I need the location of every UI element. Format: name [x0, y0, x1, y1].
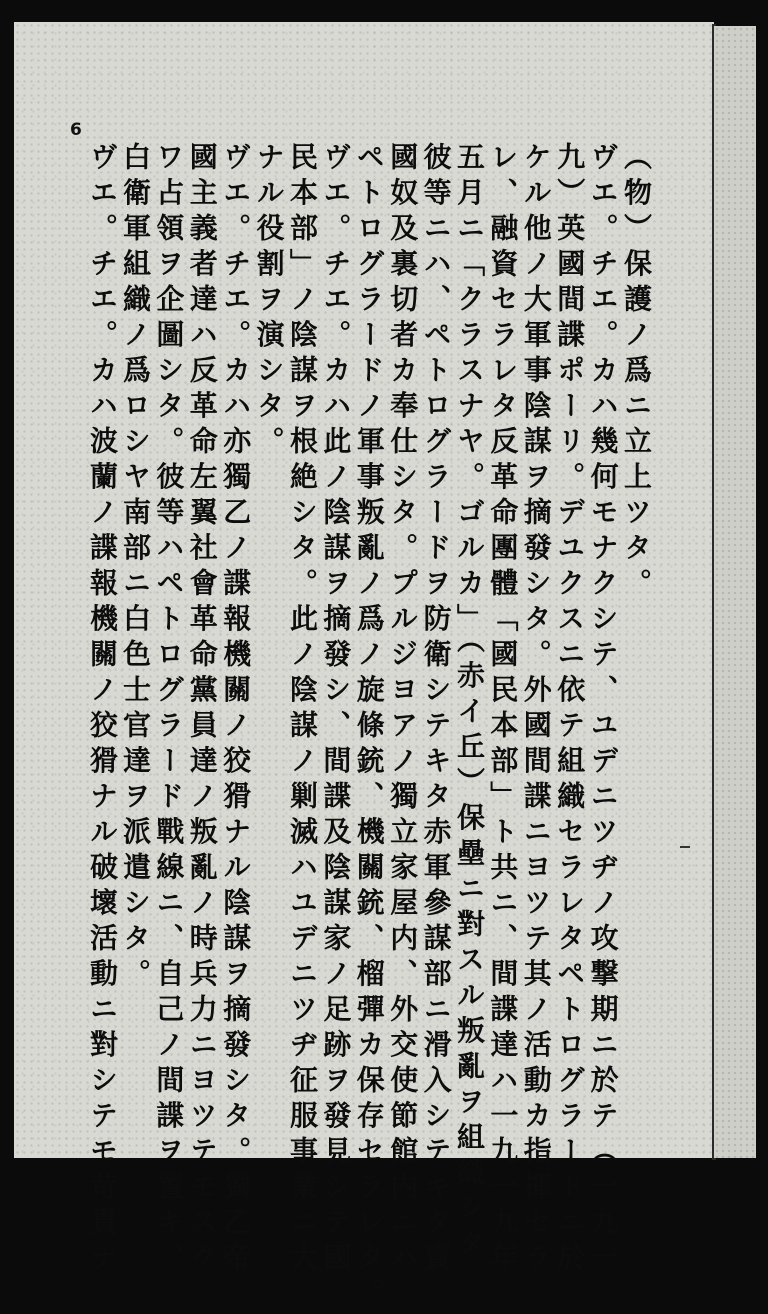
text-column: 彼等ニハ、ペトログラードヲ防衛シテキタ赤軍參謀部ニ滑入シテキタ賣	[419, 142, 453, 1278]
margin-mark	[680, 846, 690, 848]
adjacent-page-edge	[714, 26, 756, 1158]
text-column: ヴエ。チエ。カハ亦獨乙ノ諜報機關ノ狡猾ナル陰謀ヲ摘發シタ。獨乙帝	[219, 142, 253, 1278]
text-column: ヴエ。チエ。カハ波蘭ノ諜報機關ノ狡猾ナル破壞活動ニ對シテモ苛責ナ	[86, 142, 119, 1278]
text-column: ペトログラードノ軍事叛亂ノ爲ノ旋條銃、機關銃、榴彈カ保存セラレタ。	[352, 142, 386, 1314]
text-column: （物）保護ノ爲ニ立上ツタ。	[620, 142, 653, 604]
text-column: ヴエ。チエ。カハ幾何モナクシテ、ユデニツヂノ攻撃期ニ於テ（一九一	[586, 142, 620, 1278]
text-column: 國主義者達ハ反革命左翼社會革命黨員達ノ叛亂ノ時兵力ニヨツテモスク	[185, 142, 219, 1278]
text-column: ケル他ノ大軍事陰謀ヲ摘發シタ。外國間諜ニヨツテ其ノ活動カ指揮セラ	[519, 142, 553, 1278]
text-column: 五月ニ「クラスナヤ。ゴルカ」（赤イ丘）保壘ニ對スル叛亂ヲ組織シタ	[453, 142, 486, 1264]
text-column: 民本部」ノ陰謀ヲ根絶シタ。此ノ陰謀ノ剿滅ハユデニツヂ征服事業ニ大	[286, 142, 319, 1278]
text-column: 白衛軍組織ノ爲ロシヤ南部ニ白色士官達ヲ派遣シタ。	[119, 142, 152, 994]
text-column: ヴエ。チエ。カハ此ノ陰謀ヲ摘發シ、間諜及陰謀家ノ足跡ヲ發見シテ國	[319, 142, 353, 1278]
text-column: ナル役割ヲ演シタ。	[252, 142, 286, 462]
vertical-text-block	[84, 142, 654, 1314]
page-number: 6	[70, 120, 82, 140]
text-column: 國奴及裏切者カ奉仕シタ。プルジヨアノ獨立家屋内、外交使節館内ニハ	[386, 142, 420, 1278]
text-column: 九）英國間諜ポーリ。デユクスニ依テ組織セラレタペトログラードニ於	[553, 142, 587, 1278]
text-column: ワ占領ヲ企圖シタ。彼等ハペトログラード戰線ニ、自己ノ間諜ヲ置キ、	[152, 142, 186, 1278]
text-column: レ、融資セラレタ反革命團體「國民本部」ト共ニ、間諜達ハ一九一九年	[486, 142, 520, 1278]
book-page	[14, 22, 714, 1314]
